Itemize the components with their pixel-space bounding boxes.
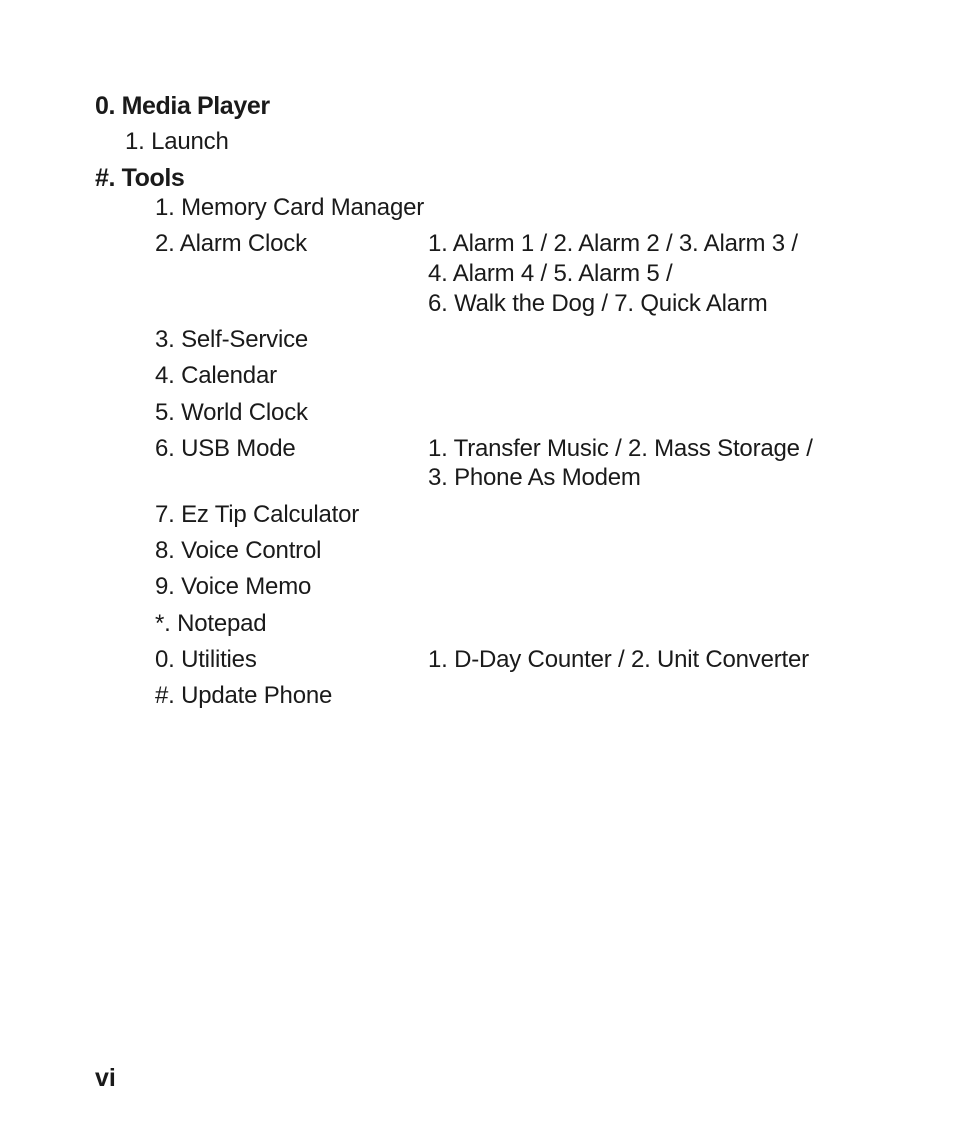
section-heading-media-player: 0. Media Player [95, 92, 270, 120]
submenu-alarm-clock-line-2: 4. Alarm 4 / 5. Alarm 5 / [428, 260, 673, 287]
menu-item-ez-tip-calculator: 7. Ez Tip Calculator [155, 501, 360, 528]
menu-item-calendar: 4. Calendar [155, 362, 277, 389]
menu-item-utilities: 0. Utilities [155, 646, 257, 673]
menu-item-update-phone: #. Update Phone [155, 682, 333, 709]
menu-item-voice-control: 8. Voice Control [155, 537, 322, 564]
menu-item-alarm-clock: 2. Alarm Clock [155, 230, 307, 257]
submenu-usb-mode-line-1: 1. Transfer Music / 2. Mass Storage / [428, 435, 813, 462]
menu-item-usb-mode: 6. USB Mode [155, 435, 296, 462]
submenu-alarm-clock-line-3: 6. Walk the Dog / 7. Quick Alarm [428, 290, 768, 317]
submenu-usb-mode-line-2: 3. Phone As Modem [428, 464, 641, 491]
submenu-alarm-clock-line-1: 1. Alarm 1 / 2. Alarm 2 / 3. Alarm 3 / [428, 230, 798, 257]
menu-item-memory-card-manager: 1. Memory Card Manager [155, 194, 425, 221]
menu-item-launch: 1. Launch [125, 128, 229, 155]
menu-item-notepad: *. Notepad [155, 610, 267, 637]
menu-item-world-clock: 5. World Clock [155, 399, 308, 426]
menu-item-voice-memo: 9. Voice Memo [155, 573, 312, 600]
section-heading-tools: #. Tools [95, 164, 185, 192]
submenu-utilities-line-1: 1. D-Day Counter / 2. Unit Converter [428, 646, 809, 673]
page-number: vi [95, 1064, 116, 1092]
menu-item-self-service: 3. Self-Service [155, 326, 309, 353]
